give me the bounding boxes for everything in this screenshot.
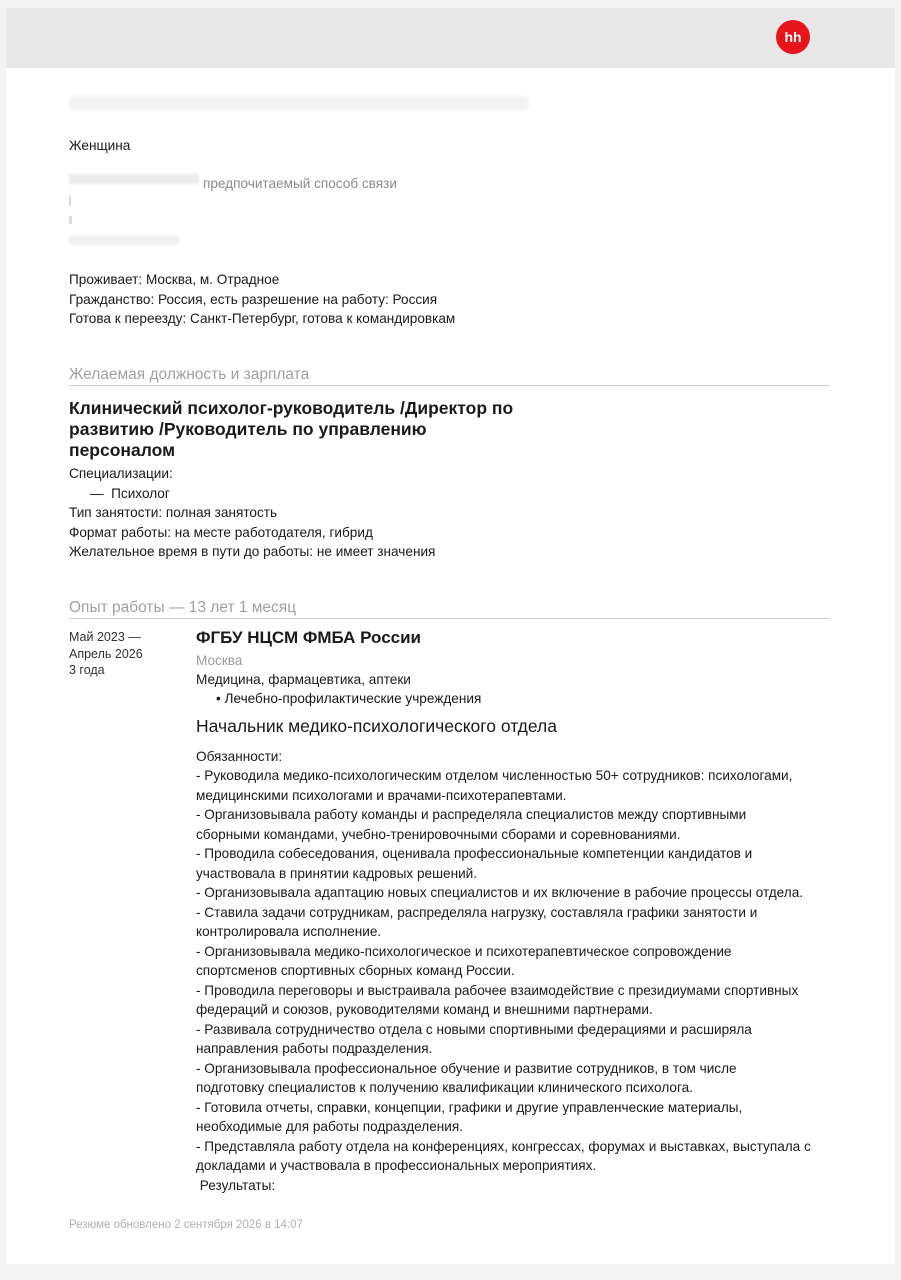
section-title-experience: Опыт работы — 13 лет 1 месяц xyxy=(69,599,297,616)
work-format: Формат работы: на месте работодателя, гибрид xyxy=(69,525,373,540)
company-name: ФГБУ НЦСМ ФМБА России xyxy=(196,628,422,647)
redacted-messenger xyxy=(69,236,179,245)
resume-page xyxy=(6,68,895,1264)
top-bar xyxy=(6,8,895,68)
gender: Женщина xyxy=(69,138,131,153)
section-divider xyxy=(69,618,830,619)
period-end: Апрель 2026 xyxy=(69,646,143,661)
duty-line: участвовала в принятии кадровых решений. xyxy=(196,865,478,881)
position-line: развитию /Руководитель по управлению xyxy=(69,419,427,439)
job-title: Начальник медико-психологического отдела xyxy=(196,716,557,736)
hh-logo[interactable]: hh xyxy=(776,20,810,54)
citizenship: Гражданство: Россия, есть разрешение на работу: Россия xyxy=(69,292,438,307)
duty-line: направления работы подразделения. xyxy=(196,1041,433,1056)
duty-line: подготовку специалистов к получению квалификации клинического психолога. xyxy=(196,1080,693,1095)
experience-period xyxy=(69,629,143,679)
commute-time: Желательное время в пути до работы: не имеет значения xyxy=(69,544,436,559)
results-label: Результаты: xyxy=(196,1177,276,1193)
duty-line: - Руководила медико-психологическим отделом численностью 50+ сотрудников: психологами, xyxy=(196,768,793,783)
redacted-email xyxy=(69,196,71,206)
duty-line: - Ставила задачи сотрудникам, распределяла нагрузку, составляла графики занятости и xyxy=(196,904,758,920)
duty-line: - Организовывала адаптацию новых специалистов и их включение в рабочие процессы отдела. xyxy=(196,885,804,900)
duty-line: - Организовывала профессиональное обучение и развитие сотрудников, в том числе xyxy=(196,1060,737,1076)
duty-line: - Организовывала медико-психологическое и психотерапевтическое сопровождение xyxy=(196,943,732,959)
duties-label: Обязанности: xyxy=(196,749,283,764)
redacted-phone xyxy=(69,174,199,184)
duty-line: федераций и союзов, руководителями команд и внешними партнерами. xyxy=(196,1002,653,1017)
duty-line: контролировала исполнение. xyxy=(196,924,382,939)
period-duration: 3 года xyxy=(69,663,105,677)
specializations-label: Специализации: xyxy=(69,466,173,481)
duty-line: - Готовила отчеты, справки, концепции, графики и другие управленческие материалы, xyxy=(196,1099,743,1115)
residence: Проживает: Москва, м. Отрадное xyxy=(69,272,280,287)
redacted-name xyxy=(69,96,529,110)
duty-line: - Представляла работу отдела на конференциях, конгрессах, форумах и выставках, выступала с xyxy=(196,1138,811,1154)
duty-line: спортсменов спортивных сборных команд России. xyxy=(196,963,515,978)
duty-line: сборными командами, учебно-тренировочными сборами и соревнованиями. xyxy=(196,826,681,842)
duty-line: медицинскими психологами и врачами-психотерапевтами. xyxy=(196,787,567,803)
duty-line: - Организовывала работу команды и распределяла специалистов между спортивными xyxy=(196,807,747,822)
position-line: персоналом xyxy=(69,440,176,460)
duty-line: - Проводила собеседования, оценивала профессиональные компетенции кандидатов и xyxy=(196,846,753,861)
duty-line: - Проводила переговоры и выстраивала рабочее взаимодействие с президиумами спортивных xyxy=(196,982,799,998)
duty-line: докладами и участвовала в профессиональных мероприятиях. xyxy=(196,1158,597,1173)
section-divider xyxy=(69,385,830,386)
redacted-line xyxy=(69,216,72,224)
duty-line: - Развивала сотрудничество отдела с новыми спортивными федерациями и расширяла xyxy=(196,1021,752,1037)
desired-position xyxy=(69,398,589,461)
relocation: Готова к переезду: Санкт-Петербург, готова к командировкам xyxy=(69,311,456,326)
company-industry-sub: • Лечебно-профилактические учреждения xyxy=(216,691,482,706)
resume-updated-footer: Резюме обновлено 2 сентября 2026 в 14:07 xyxy=(69,1219,303,1231)
position-line: Клинический психолог-руководитель /Директор по xyxy=(69,398,514,418)
duty-line: необходимые для работы подразделения. xyxy=(196,1119,464,1134)
contact-preference: предпочитаемый способ связи xyxy=(203,176,397,191)
company-industry: Медицина, фармацевтика, аптеки xyxy=(196,672,411,687)
duties-list xyxy=(196,766,811,1195)
section-title-desired: Желаемая должность и зарплата xyxy=(69,366,310,383)
specialization-item: — Психолог xyxy=(90,486,170,501)
company-city: Москва xyxy=(196,653,243,668)
employment-type: Тип занятости: полная занятость xyxy=(69,505,278,520)
period-start: Май 2023 — xyxy=(69,630,141,644)
